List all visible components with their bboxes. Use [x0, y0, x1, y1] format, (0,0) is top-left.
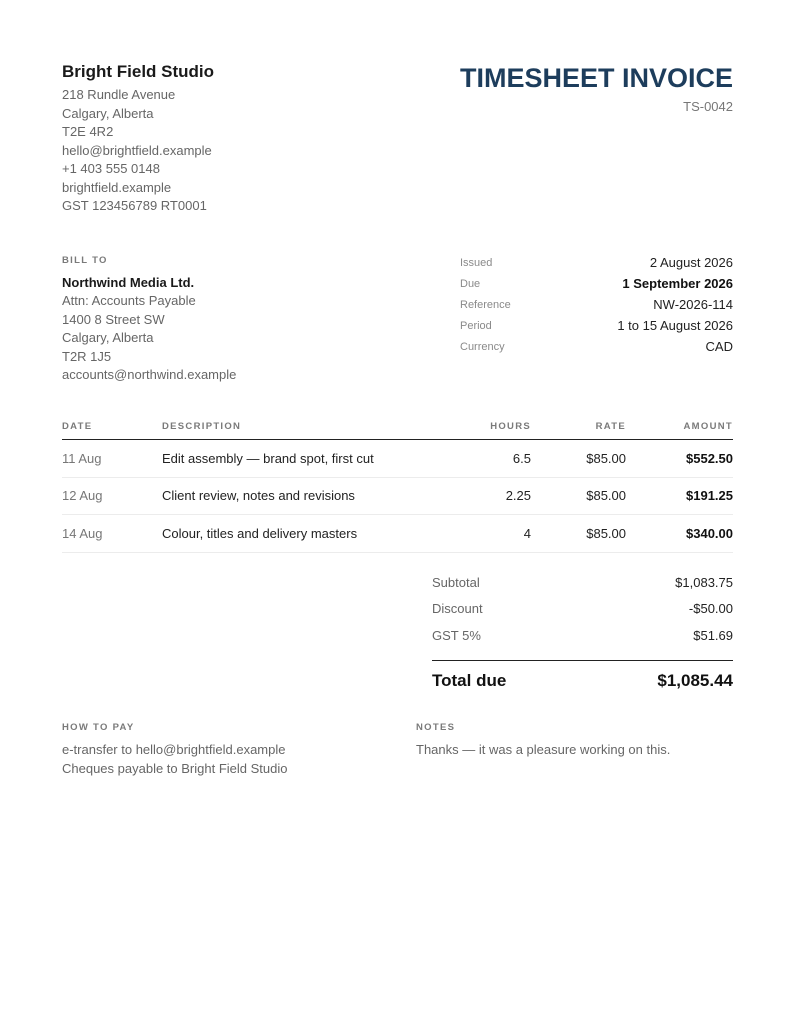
- client-city: Calgary, Alberta: [62, 330, 154, 345]
- meta-row-due: [460, 273, 733, 294]
- invoice-meta: [460, 252, 733, 357]
- payment-instructions: [62, 741, 392, 778]
- client-email: accounts@northwind.example: [62, 367, 237, 382]
- row-description: Colour, titles and delivery masters: [162, 525, 358, 541]
- payment-line: e-transfer to hello@brightfield.example: [62, 742, 286, 757]
- client-attention: Attn: Accounts Payable: [62, 293, 196, 308]
- meta-key: Issued: [460, 256, 493, 269]
- seller-block: [62, 62, 362, 216]
- subtotal-row: [432, 569, 733, 596]
- subtotal-label: Subtotal: [432, 574, 480, 590]
- seller-city: Calgary, Alberta: [62, 105, 154, 121]
- bill-to-block: [62, 255, 392, 385]
- issue-date: 2 August 2026: [649, 255, 733, 270]
- notes-text: [416, 741, 733, 760]
- table-header: [62, 414, 733, 440]
- how-to-pay-block: [62, 722, 392, 778]
- notes-line: Thanks — it was a pleasure working on this.: [416, 742, 671, 757]
- meta-key: Due: [460, 277, 481, 290]
- meta-key: Period: [460, 319, 492, 332]
- client-postal-code: T2R 1J5: [62, 348, 112, 364]
- row-date: 12 Aug: [62, 488, 103, 504]
- row-date: 11 Aug: [62, 450, 102, 466]
- header-rate: RATE: [595, 421, 626, 432]
- discount-value: -$50.00: [688, 601, 733, 617]
- invoice-page: [62, 0, 733, 1030]
- table-row: [62, 515, 733, 553]
- meta-row-currency: [460, 336, 733, 357]
- row-description: Client review, notes and revisions: [162, 488, 355, 504]
- line-items-table: [62, 414, 733, 553]
- row-hours: 2.25: [505, 488, 531, 504]
- currency: CAD: [705, 339, 733, 354]
- row-amount: $191.25: [686, 488, 733, 504]
- seller-name: Bright Field Studio: [62, 62, 215, 81]
- document-title: TIMESHEET INVOICE: [459, 63, 733, 93]
- meta-key: Currency: [460, 340, 505, 353]
- header-date: DATE: [62, 421, 93, 432]
- row-description: Edit assembly — brand spot, first cut: [162, 450, 374, 466]
- client-name: Northwind Media Ltd.: [62, 275, 195, 290]
- header-amount: AMOUNT: [683, 421, 733, 432]
- payment-line: Cheques payable to Bright Field Studio: [62, 760, 288, 776]
- subtotal-value: $1,083.75: [675, 574, 733, 590]
- meta-key: Reference: [460, 298, 511, 311]
- notes-block: [416, 722, 733, 760]
- seller-email: hello@brightfield.example: [62, 142, 212, 158]
- notes-label: NOTES: [416, 722, 456, 733]
- seller-website: brightfield.example: [62, 179, 172, 195]
- row-rate: $85.00: [586, 525, 626, 541]
- seller-tax-number: GST 123456789 RT0001: [62, 198, 207, 213]
- header-hours: HOURS: [490, 421, 531, 432]
- seller-street: 218 Rundle Avenue: [62, 87, 176, 102]
- row-hours: 6.5: [512, 450, 531, 466]
- table-row: [62, 478, 733, 516]
- how-to-pay-label: HOW TO PAY: [62, 722, 135, 733]
- total-due-value: $1,085.44: [657, 670, 733, 690]
- total-due-row: [432, 661, 733, 701]
- document-header: [373, 62, 733, 116]
- seller-postal-code: T2E 4R2: [62, 124, 114, 139]
- row-hours: 4: [523, 525, 531, 541]
- row-date: 14 Aug: [62, 525, 103, 541]
- meta-row-period: [460, 315, 733, 336]
- header-description: DESCRIPTION: [162, 421, 242, 432]
- bill-to-label: BILL TO: [62, 255, 108, 266]
- discount-label: Discount: [432, 601, 483, 617]
- seller-phone: +1 403 555 0148: [62, 161, 160, 176]
- meta-row-reference: [460, 294, 733, 315]
- invoice-number: TS-0042: [683, 99, 733, 114]
- billing-period: 1 to 15 August 2026: [617, 318, 733, 333]
- tax-label: GST 5%: [432, 627, 481, 643]
- total-due-label: Total due: [432, 670, 507, 690]
- tax-row: [432, 622, 733, 649]
- table-row: [62, 440, 733, 478]
- client-street: 1400 8 Street SW: [62, 311, 165, 327]
- due-date: 1 September 2026: [622, 276, 733, 291]
- row-rate: $85.00: [586, 488, 626, 504]
- client-address: [62, 292, 392, 385]
- row-amount: $340.00: [686, 525, 733, 541]
- tax-value: $51.69: [693, 627, 733, 643]
- totals-block: [432, 569, 733, 701]
- row-amount: $552.50: [686, 450, 733, 466]
- reference-number: NW-2026-114: [653, 297, 733, 312]
- meta-row-issued: [460, 252, 733, 273]
- discount-row: [432, 596, 733, 623]
- row-rate: $85.00: [586, 450, 626, 466]
- seller-address: [62, 86, 362, 216]
